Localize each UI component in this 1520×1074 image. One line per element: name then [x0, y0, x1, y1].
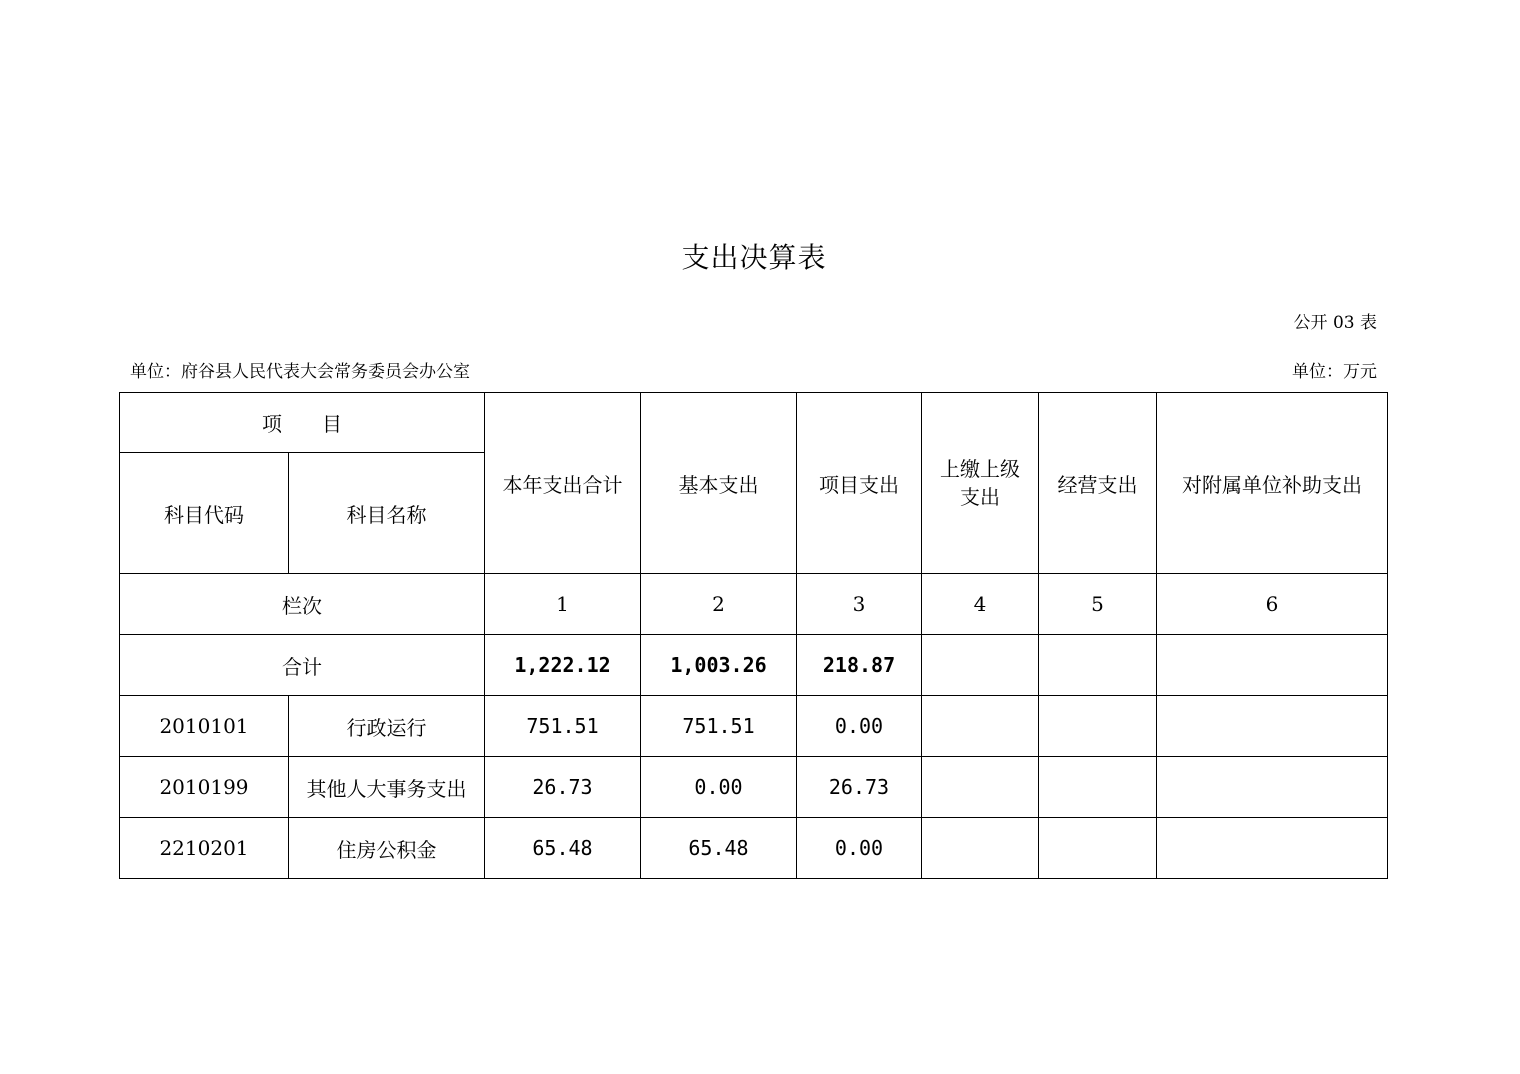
total-upper	[922, 635, 1039, 696]
header-total: 本年支出合计	[485, 393, 641, 574]
column-index-3: 3	[797, 574, 922, 635]
expenditure-table	[119, 392, 1388, 879]
header-row-1	[120, 393, 1388, 453]
row-code: 2010199	[120, 757, 289, 818]
header-basic: 基本支出	[641, 393, 797, 574]
row-basic: 0.00	[641, 757, 797, 818]
row-name: 行政运行	[289, 696, 485, 757]
row-code: 2010101	[120, 696, 289, 757]
header-project-expenditure: 项目支出	[797, 393, 922, 574]
row-basic: 751.51	[641, 696, 797, 757]
header-project: 项 目	[120, 393, 485, 453]
column-index-2: 2	[641, 574, 797, 635]
header-upper-line2: 支出	[960, 485, 1000, 509]
unit-organization: 单位：府谷县人民代表大会常务委员会办公室	[130, 362, 470, 382]
table-row	[120, 757, 1388, 818]
column-index-label: 栏次	[120, 574, 485, 635]
table-row	[120, 696, 1388, 757]
form-number: 公开 03 表	[1293, 313, 1377, 333]
row-upper	[922, 757, 1039, 818]
header-name: 科目名称	[289, 453, 485, 574]
row-total: 751.51	[485, 696, 641, 757]
total-label: 合计	[120, 635, 485, 696]
row-total: 65.48	[485, 818, 641, 879]
total-project-expenditure: 218.87	[797, 635, 922, 696]
row-subsidy	[1157, 757, 1388, 818]
row-name: 住房公积金	[289, 818, 485, 879]
column-index-6: 6	[1157, 574, 1388, 635]
row-business	[1039, 757, 1157, 818]
row-upper	[922, 696, 1039, 757]
table-row	[120, 818, 1388, 879]
page-title: 支出决算表	[681, 241, 827, 274]
total-row	[120, 635, 1388, 696]
row-business	[1039, 696, 1157, 757]
total-total: 1,222.12	[485, 635, 641, 696]
row-name: 其他人大事务支出	[289, 757, 485, 818]
column-index-row	[120, 574, 1388, 635]
total-basic: 1,003.26	[641, 635, 797, 696]
row-total: 26.73	[485, 757, 641, 818]
column-index-1: 1	[485, 574, 641, 635]
header-upper	[922, 393, 1039, 574]
column-index-5: 5	[1039, 574, 1157, 635]
row-subsidy	[1157, 818, 1388, 879]
header-subsidy: 对附属单位补助支出	[1157, 393, 1388, 574]
row-upper	[922, 818, 1039, 879]
row-project-expenditure: 0.00	[797, 818, 922, 879]
row-code: 2210201	[120, 818, 289, 879]
row-basic: 65.48	[641, 818, 797, 879]
header-code: 科目代码	[120, 453, 289, 574]
total-business	[1039, 635, 1157, 696]
row-business	[1039, 818, 1157, 879]
header-business: 经营支出	[1039, 393, 1157, 574]
column-index-4: 4	[922, 574, 1039, 635]
row-project-expenditure: 26.73	[797, 757, 922, 818]
row-project-expenditure: 0.00	[797, 696, 922, 757]
total-subsidy	[1157, 635, 1388, 696]
row-subsidy	[1157, 696, 1388, 757]
unit-currency: 单位：万元	[1292, 362, 1377, 382]
header-upper-line1: 上缴上级	[940, 457, 1020, 481]
